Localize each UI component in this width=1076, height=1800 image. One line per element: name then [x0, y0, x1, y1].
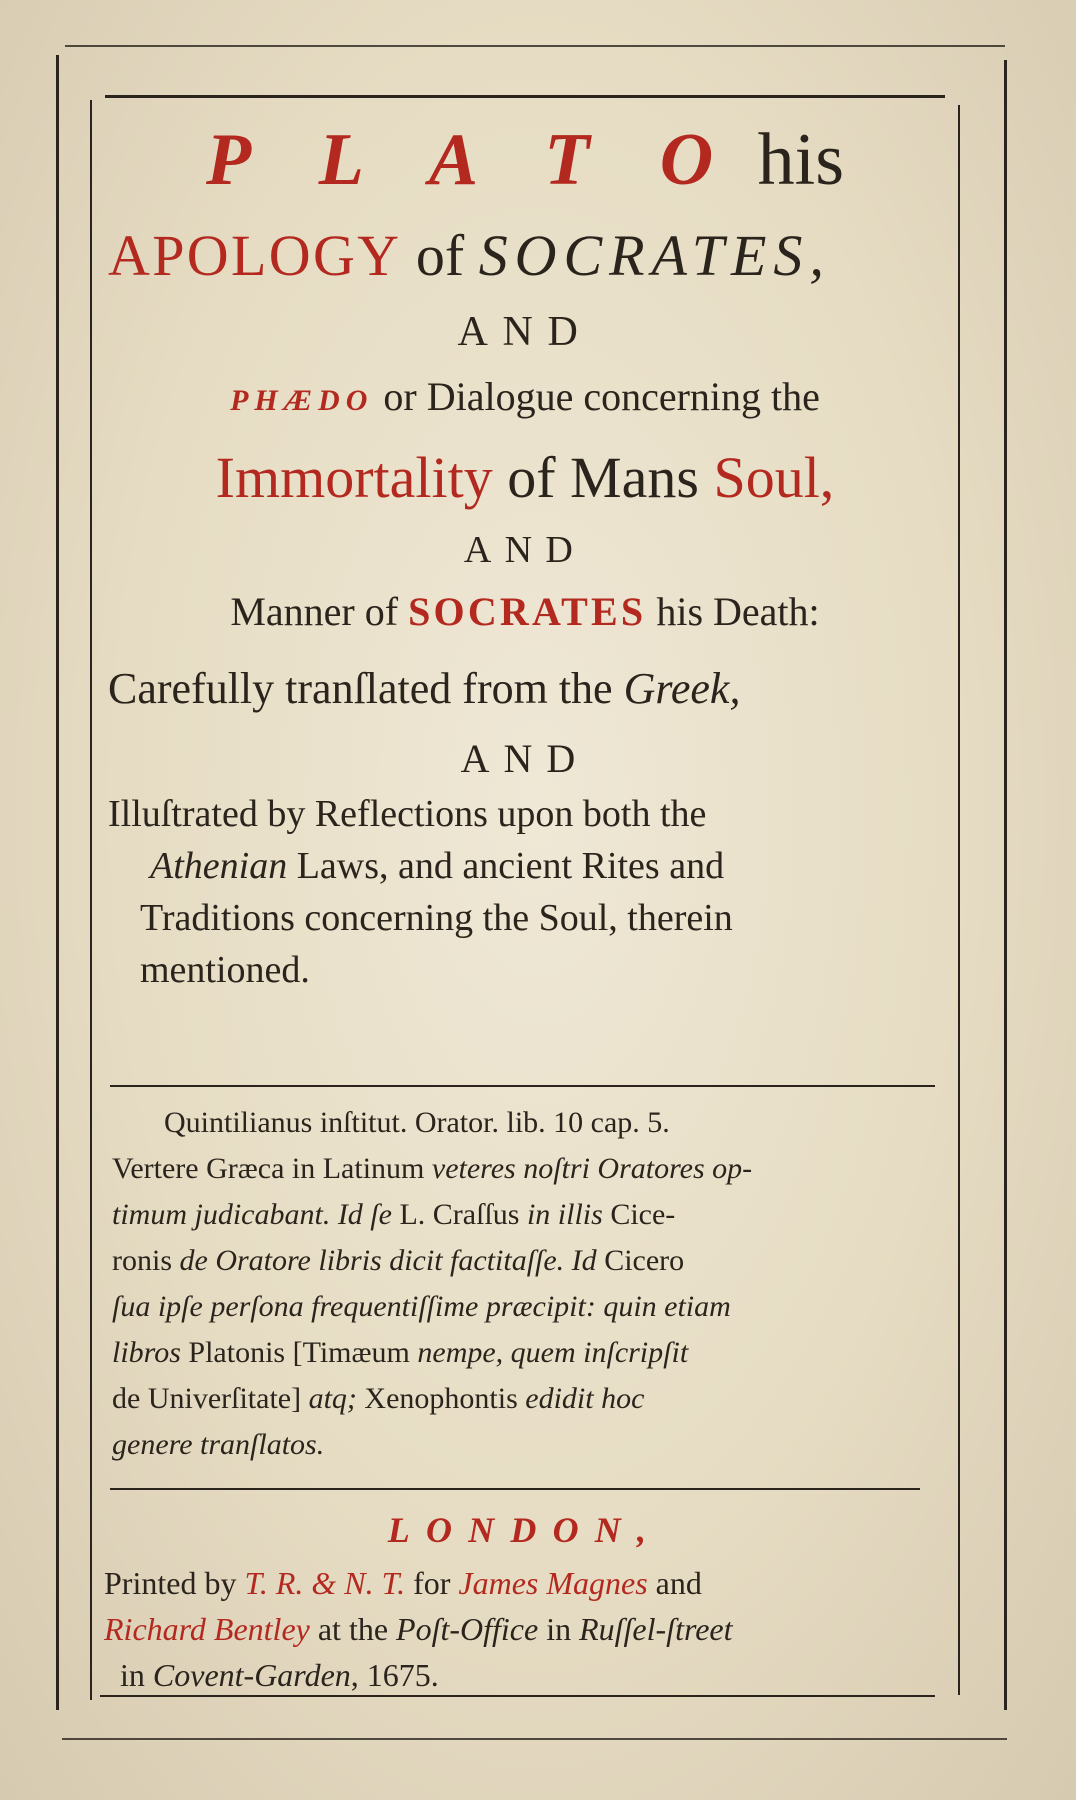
- quotation-line-4: [112, 1238, 942, 1284]
- immortality-middle: of Mans: [492, 445, 714, 510]
- imprint-line-1: [100, 1560, 950, 1606]
- socrates-name: SOCRATES: [408, 589, 647, 634]
- immortality-word: Immortality: [215, 445, 493, 510]
- imprint-district: Covent-Garden: [152, 1657, 351, 1693]
- imprint-text: in: [538, 1611, 580, 1647]
- quotation-text: ronis: [112, 1244, 180, 1277]
- quotation-text-italic: atq;: [308, 1382, 365, 1415]
- imprint-line-2: [100, 1606, 950, 1652]
- apology-line: [100, 210, 950, 302]
- quotation-line-5: ſua ipſe perſona frequentiſſime præcipit: quin etiam: [112, 1290, 731, 1323]
- quotation-text-italic: in illis: [526, 1198, 611, 1231]
- illustrated-line-2: [100, 840, 950, 892]
- and-line-1: AND: [457, 309, 593, 355]
- quotation-text-italic: de Oratore libris dicit factitaſſe. Id: [179, 1244, 605, 1277]
- phaedo-rest: or Dialogue concerning the: [373, 374, 820, 419]
- outer-frame-top-rule: [65, 45, 1005, 47]
- publisher-name-1: James Magnes: [458, 1565, 648, 1601]
- quotation-block: [112, 1100, 942, 1468]
- quotation-text: Cicero: [604, 1244, 685, 1277]
- quotation-line-7: [112, 1376, 942, 1422]
- quotation-line-1: Quintilianus inſtitut. Orator. lib. 10 cap. 5.: [164, 1106, 670, 1139]
- imprint-place: Poſt-Office: [396, 1611, 539, 1647]
- quotation-line-6: [112, 1330, 942, 1376]
- inner-frame-left-rule: [90, 100, 92, 1700]
- publisher-name-2: Richard Bentley: [104, 1611, 310, 1647]
- apology-subject: SOCRATES,: [478, 223, 831, 288]
- quotation-line-2: [112, 1146, 942, 1192]
- translated-line: [100, 648, 950, 730]
- outer-frame-right-rule: [1004, 60, 1007, 1710]
- illustrated-line-4: mentioned.: [140, 949, 310, 991]
- quotation-text-italic: edidit hoc: [525, 1382, 645, 1415]
- inner-frame-top-rule: [105, 95, 945, 98]
- imprint-separator-rule: [110, 1488, 920, 1490]
- inner-frame-right-rule: [958, 105, 960, 1695]
- manner-post: his Death:: [646, 589, 820, 634]
- outer-frame-left-rule: [56, 55, 59, 1710]
- title-block: [100, 105, 950, 996]
- quotation-text: Platonis [Timæum: [188, 1336, 418, 1369]
- quotation-line-8: genere tranſlatos.: [112, 1428, 325, 1461]
- phaedo-name: PHÆDO: [230, 384, 374, 417]
- imprint-block: [100, 1500, 950, 1698]
- athenian-word: Athenian: [150, 845, 288, 887]
- quotation-line-3: [112, 1192, 942, 1238]
- phaedo-line: [100, 362, 950, 432]
- imprint-text: and: [647, 1565, 702, 1601]
- illustrated-line-1: Illuſtrated by Reflections upon both the: [108, 793, 707, 835]
- apology-word: APOLOGY: [108, 223, 402, 288]
- quotation-text-italic: libros: [112, 1336, 189, 1369]
- and-line-2: AND: [463, 529, 587, 571]
- author-name: P L A T O: [205, 119, 740, 201]
- imprint-line-3: [100, 1652, 950, 1698]
- and-line-3: AND: [460, 736, 590, 781]
- title-line: [100, 110, 950, 210]
- quotation-text: L. Craſſus: [399, 1198, 527, 1231]
- quotation-text-italic: veteres noſtri Oratores op-: [431, 1152, 753, 1185]
- illustrated-line-3: Traditions concerning the Soul, therein: [140, 897, 733, 939]
- quotation-text: Vertere Græca in Latinum: [112, 1152, 432, 1185]
- apology-connector: of: [401, 223, 479, 288]
- quotation-separator-rule: [110, 1085, 935, 1087]
- quotation-text: Cice-: [610, 1198, 676, 1231]
- quotation-text-italic: timum judicabant. Id ſe: [112, 1198, 400, 1231]
- soul-word: Soul,: [713, 445, 835, 510]
- immortality-line: [100, 432, 950, 524]
- imprint-text: at the: [309, 1611, 397, 1647]
- translated-greek: Greek,: [623, 664, 741, 713]
- quotation-text: Xenophontis: [364, 1382, 526, 1415]
- imprint-text: in: [120, 1657, 153, 1693]
- imprint-date: , 1675.: [350, 1657, 439, 1693]
- manner-line: [100, 576, 950, 648]
- quotation-text: de Univerſitate]: [112, 1382, 309, 1415]
- printer-names: T. R. & N. T.: [244, 1565, 406, 1601]
- imprint-street: Ruſſel-ſtreet: [579, 1611, 733, 1647]
- imprint-city: LONDON,: [387, 1510, 663, 1550]
- imprint-text: for: [405, 1565, 459, 1601]
- outer-frame-bottom-rule: [62, 1738, 1007, 1740]
- illustrated-line-2-rest: Laws, and ancient Rites and: [287, 845, 725, 887]
- translated-pre: Carefully tranſlated from the: [108, 664, 624, 713]
- imprint-text: Printed by: [104, 1565, 245, 1601]
- quotation-text-italic: nempe, quem inſcripſit: [417, 1336, 689, 1369]
- title-suffix: his: [739, 119, 845, 201]
- manner-pre: Manner of: [230, 589, 409, 634]
